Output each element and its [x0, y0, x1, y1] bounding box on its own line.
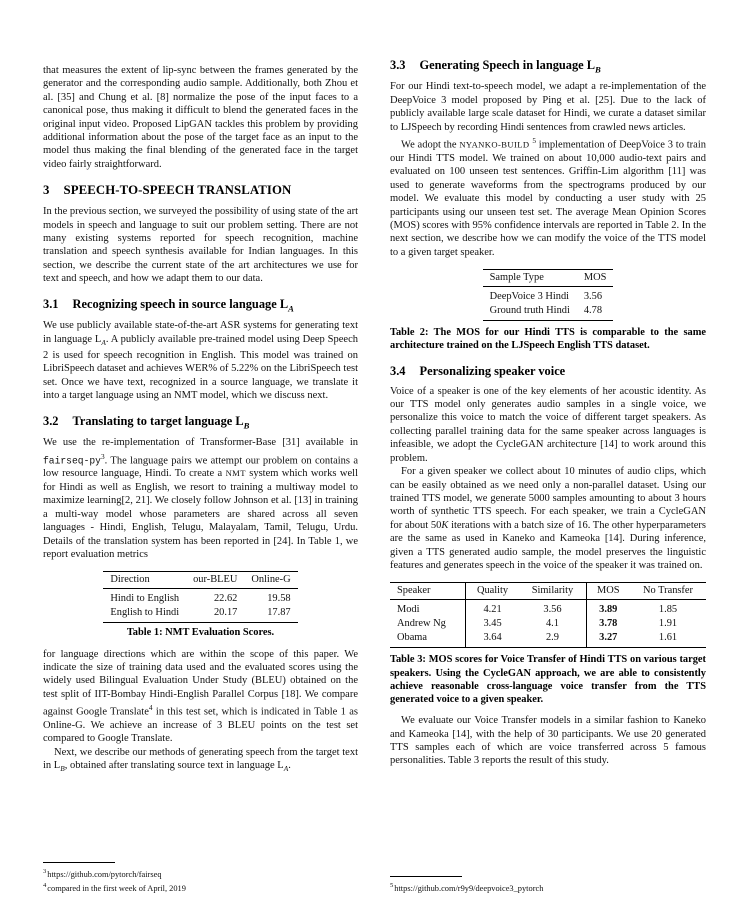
table-2-header-mos: MOS [577, 270, 614, 287]
table-cell: 4.1 [519, 617, 586, 631]
table-row [483, 304, 614, 321]
section-3-1-title: Recognizing speech in source language $L_A$ [72, 296, 294, 314]
section-3-1-number: 3.1 [43, 296, 59, 311]
table-1 [103, 571, 297, 623]
table-cell: 1.61 [658, 632, 678, 644]
paragraph-voice-identity: Voice of a speaker is one of the key elements of her acoustic identity. As our TTS model only generates audio samples in a single voice, we personalize this voice to match the voice of different target speakers. As collecting parallel training data for the same speaker across languages is infeasible, we adopt the CycleGAN architecture [14] to work around this problem. [390, 385, 706, 464]
table-1-block [43, 571, 358, 639]
table-row [483, 287, 614, 304]
table-3-header-mos: MOS [586, 583, 630, 600]
paragraph-tts-intro: For our Hindi text-to-speech model, we adapt a re-implementation of the DeepVoice 3 model proposed by Ping et al. [25]. Due to the lack of publicly available large scale dataset for Hindi, we curate a dataset similar to LJSpeech by recording Hindi sentences from crawled news articles. [390, 81, 706, 133]
section-3-3-title: Generating Speech in language $L_B$ [419, 58, 601, 75]
table-cell: 4.78 [583, 305, 603, 317]
table-cell: 3.45 [483, 618, 502, 630]
section-3-2-heading [43, 414, 358, 430]
table-cell: Andrew Ng [390, 617, 465, 631]
table-row [390, 617, 706, 631]
footnote-rule [390, 876, 462, 877]
table-1-header-online-g: Online-G [244, 572, 297, 589]
table-cell: Ground truth Hindi [489, 305, 570, 317]
section-3-3-heading [390, 58, 706, 74]
table-cell: 3.89 [599, 604, 618, 616]
table-cell: 22.62 [213, 593, 238, 605]
table-2-header-row [483, 270, 614, 287]
table-row [103, 589, 297, 606]
table-1-header-direction: Direction [103, 572, 186, 589]
paragraph-asr: We use publicly available state-of-the-art ASR systems for generating text in language $L_A$. A publicly available pre-trained model using Deep Speech 2 is used for speech recognition in English. This model was trained on LibriSpeech dataset and achieves WER% of 5.22% on the LibriSpeech test set. Once we have text, recognized in a source language, we translate it into a target language using an NMT model, which we discuss next. [43, 320, 358, 402]
paragraph-cyclegan-training: For a given speaker we collect about 10 minutes of audio clips, which can be easily obtained as we need only a non-parallel dataset. Using our trained TTS model, we generate 5000 samples amounting to about 3 hours worth of synthetic TTS speech. For each speaker, we train a CycleGAN for about 50K iterations with a batch size of 16. The other hyperparameters are the same as used in Kaneko and Kameoka [14]. During inference, given a TTS generated audio sample, the model preserves the linguistic features and generates speech in the voice of the speaker it was trained on. [390, 466, 706, 571]
paragraph-lipgan: that measures the extent of lip-sync between the frames generated by the generator and the corresponding audio sample. Additionally, both Zhou et al. [35] and Chung et al. [8] normalize the pose of the input faces to a canonical pose, thus making it difficult to blend the generated faces in the original input video. Proposed LipGAN tackles this problem by providing additional information about the pose of the target face as an input to the model thus making the final blending of the generated face in the target video fairly straightforward. [43, 65, 358, 170]
table-2-header-sample-type: Sample Type [483, 270, 577, 287]
table-cell: Obama [390, 631, 465, 648]
table-cell: 2.9 [519, 631, 586, 648]
section-3-4-title: Personalizing speaker voice [419, 363, 566, 378]
table-cell: 17.87 [267, 607, 291, 619]
left-column [43, 64, 358, 908]
section-3-4-number: 3.4 [390, 363, 406, 378]
table-3-header-speaker: Speaker [390, 583, 465, 600]
table-1-header-our-bleu: our-BLEU [186, 572, 244, 589]
footnotes-left [43, 862, 358, 894]
table-3 [390, 582, 706, 648]
table-2-block [390, 269, 706, 352]
footnote-3 [43, 866, 358, 880]
section-3-2-title: Translating to target language $L_B$ [72, 413, 250, 431]
paragraph-section-3-intro: In the previous section, we surveyed the possibility of using state of the art models in speech and language to suit our problem setting. There are not many existing systems reported for speech recognition, machine translation and speech synthesis available for Indian languages. In this section, we describe the current state of the art architectures we use for text and speech, and how we adapt them to our data. [43, 206, 358, 285]
footnote-4-text: compared in the first week of April, 2019 [47, 884, 186, 893]
table-cell: 3.64 [483, 632, 502, 644]
table-3-block [390, 582, 706, 706]
table-cell: 1.85 [658, 604, 678, 616]
table-2 [483, 269, 614, 321]
paragraph-bleu-results: for language directions which are within the scope of this paper. We indicate the size of training data used and the evaluated scores using the widely used Bilingual Evaluation Under Study (BLEU) obtained on the test split of IIT-Bombay Hindi-English Parallel Corpus [18]. We compare against Google Translate$^4$ in this test set, which is indicated in Table 1 as Online-G. We achieve an increase of 3 BLEU points on the test set compared to Google Translate. [43, 648, 358, 745]
table-cell: 3.56 [519, 600, 586, 617]
table-cell: 1.91 [658, 618, 678, 630]
section-3-heading [43, 183, 358, 198]
table-3-header-similarity: Similarity [519, 583, 586, 600]
table-1-caption: Table 1: NMT Evaluation Scores. [126, 627, 275, 639]
footnote-3-text: https://github.com/pytorch/fairseq [47, 870, 162, 880]
section-3-4-heading [390, 364, 706, 379]
footnotes-right [390, 876, 706, 894]
table-cell: 3.27 [599, 632, 618, 644]
table-3-header-no-transfer: No Transfer [630, 583, 706, 600]
table-cell: 20.17 [213, 607, 238, 619]
footnote-3-marker: 3 [43, 868, 47, 876]
table-3-header-quality: Quality [465, 583, 519, 600]
section-3-1-heading [43, 297, 358, 313]
paragraph-next-steps: Next, we describe our methods of generating speech from the target text in $L_B$, obtained after translating source text in language $L_A$. [43, 746, 358, 774]
table-3-caption: Table 3: MOS scores for Voice Transfer of Hindi TTS on various target speakers. Using the CycleGAN approach, we are able to consistently achieve reasonable cross-language voice transfer from the TTS generated voice to a given speaker. [390, 654, 706, 705]
paragraph-tts-training: We adopt the NYANKO-BUILD $^5$ implementation of DeepVoice 3 to train our Hindi TTS model. We trained on about 10,000 audio-text pairs and evaluated on 100 unseen test sentences. Griffin-Lim algorithm [11] was used to generate waveforms from the spectrograms produced by our model. We evaluate this model by conducting a user study with 25 participants using our unseen test set. The average Mean Opinion Scores (MOS) scores with 95% confidence intervals are reported in Table 2. In the next section, we describe how we can modify the voice of the TTS model to a given target speaker. [390, 136, 707, 258]
table-1-header-row [103, 572, 297, 589]
section-3-3-number: 3.3 [390, 58, 406, 72]
footnote-5-marker: 5 [390, 882, 394, 890]
paragraph-voice-transfer-eval: We evaluate our Voice Transfer models in a similar fashion to Kaneko and Kameoka [14], with the help of 30 participants. We use 20 generated TTS samples each of which are voice transferred across 5 famous personalities. Table 3 reports the result of this study. [390, 715, 706, 767]
table-2-caption: Table 2: The MOS for our Hindi TTS is comparable to the same architecture trained on the LJSpeech English TTS dataset. [390, 327, 706, 352]
table-cell: Modi [390, 600, 465, 617]
section-3-number: 3 [43, 183, 50, 198]
table-cell: 3.78 [599, 618, 618, 630]
table-row [390, 600, 706, 617]
table-cell: English to Hindi [110, 607, 180, 619]
footnote-5-text: https://github.com/r9y9/deepvoice3_pytorch [394, 884, 544, 893]
table-cell: 3.56 [583, 291, 603, 303]
table-row [103, 606, 297, 623]
table-3-header-row [390, 583, 706, 600]
section-3-title: SPEECH-TO-SPEECH TRANSLATION [63, 183, 292, 198]
footnote-4 [43, 880, 358, 894]
footnote-4-marker: 4 [43, 882, 47, 890]
table-cell: Hindi to English [110, 593, 180, 605]
table-cell: 19.58 [267, 593, 291, 605]
section-3-2-number: 3.2 [43, 413, 59, 428]
footnote-5 [390, 880, 706, 894]
paragraph-nmt: We use the re-implementation of Transformer-Base [31] available in fairseq-$py^3$. The language pairs we attempt our problem on contains a low resource language, Hindi. To create a NMT system which works well for Hindi as well as English, we resort to training a multiway model to maximize learning[2, 21]. We closely follow Johnson et al. [13] in training a multi-way model whose parameters are shared across all seven languages - Hindi, English, Telugu, Malayalam, Tamil, Telugu, Urdu. Details of the translation system has been reported in [24]. In Table 1, we report evaluation metrics [43, 437, 358, 560]
table-cell: 4.21 [483, 604, 502, 616]
footnote-rule [43, 862, 115, 863]
table-cell: DeepVoice 3 Hindi [489, 291, 570, 303]
right-column [390, 58, 706, 908]
table-row [390, 631, 706, 648]
